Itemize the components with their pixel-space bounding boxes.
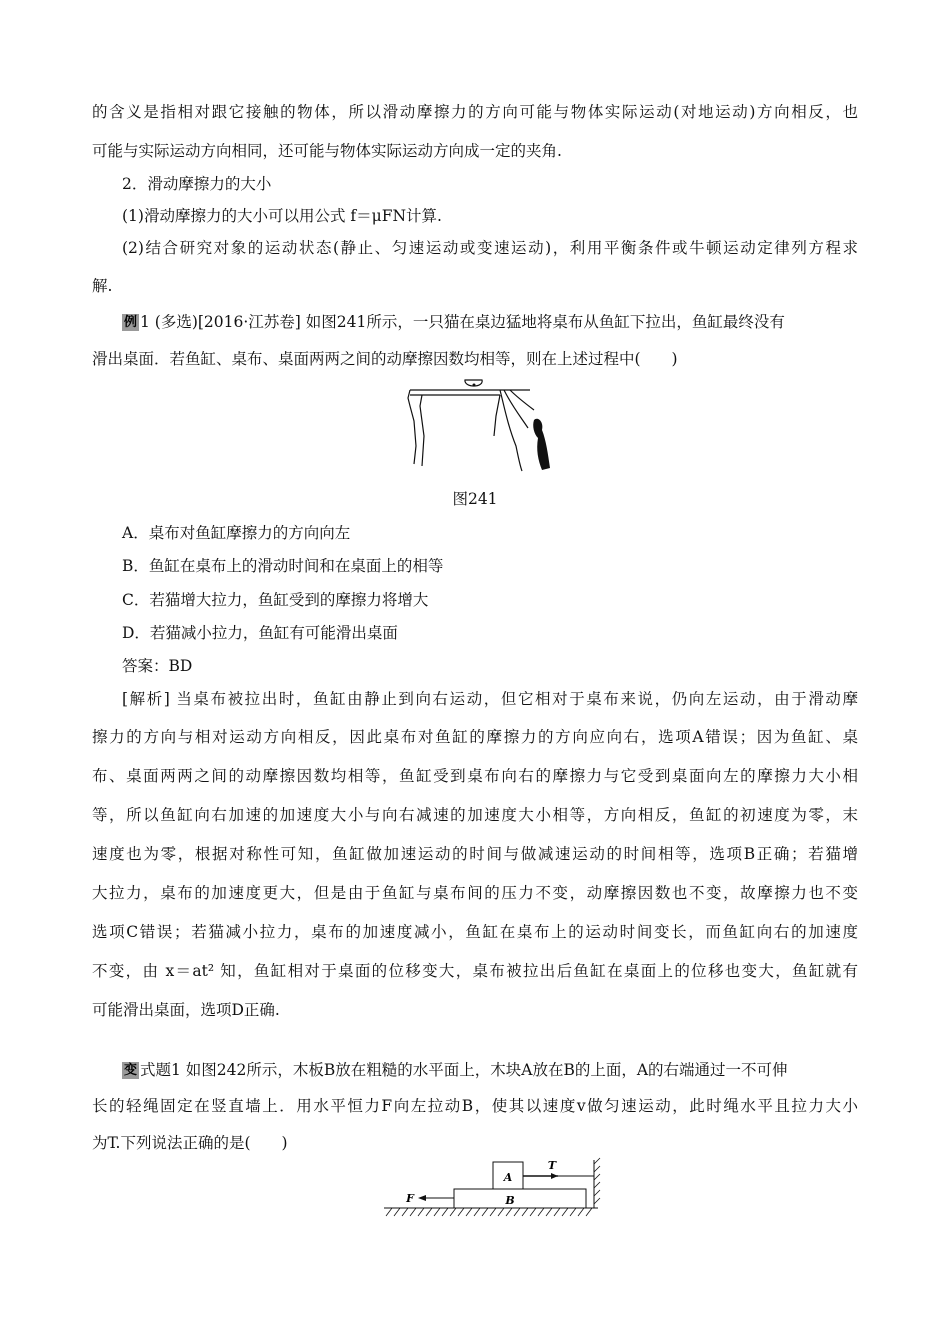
analysis-line-1: [解析] 当桌布被拉出时，鱼缸由静止到向右运动，但它相对于桌布来说，仍向左运动，由于滑动摩 [122,690,858,708]
section-item-1: (1)滑动摩擦力的大小可以用公式 f＝μFN计算. [122,207,442,225]
section-heading: 2．滑动摩擦力的大小 [122,175,272,193]
example-1-line-1 [122,311,858,333]
block-board-figure [380,1152,602,1226]
label-t: T [547,1159,557,1172]
variant-1-line-2: 长的轻绳固定在竖直墙上．用水平恒力F向左拉动B，使其以速度v做匀速运动，此时绳水平且拉力大小 [92,1097,858,1115]
variant-1-text: 式题1 如图242所示，木板B放在粗糙的水平面上，木块A放在B的上面，A的右端通过一不可伸 [140,1061,788,1079]
example-1-text: 1 (多选)[2016·江苏卷] 如图241所示，一只猫在桌边猛地将桌布从鱼缸下拉出，鱼缸最终没有 [140,313,785,331]
example-tag: 例 [123,315,137,330]
variant-1-line-3: 为T.下列说法正确的是( ) [92,1134,288,1152]
label-f: F [406,1192,414,1205]
label-a: A [503,1171,513,1184]
option-b: B．鱼缸在桌布上的滑动时间和在桌面上的相等 [122,557,444,575]
example-1-line-2: 滑出桌面．若鱼缸、桌布、桌面两两之间的动摩擦因数均相等，则在上述过程中( ) [92,350,678,368]
intro-line-2: 可能与实际运动方向相同，还可能与物体实际运动方向成一定的夹角. [92,142,562,160]
section-item-2-line-2: 解. [92,277,113,295]
section-item-2-line-1: (2)结合研究对象的运动状态(静止、匀速运动或变速运动)，利用平衡条件或牛顿运动定律列方程求 [122,239,858,257]
analysis-line-4: 等，所以鱼缸向右加速的加速度大小与向右减速的加速度大小相等，方向相反，鱼缸的初速度为零，末 [92,806,858,824]
analysis-line-8: 不变，由 x＝at² 知，鱼缸相对于桌面的位移变大，桌布被拉出后鱼缸在桌面上的位移也变大，鱼缸就有 [92,962,858,980]
variant-tag: 变 [123,1063,137,1078]
answer: 答案：BD [122,657,193,675]
option-a: A．桌布对鱼缸摩擦力的方向向左 [122,524,351,542]
analysis-line-9: 可能滑出桌面，选项D正确. [92,1001,280,1019]
analysis-line-6: 大拉力，桌布的加速度更大，但是由于鱼缸与桌布间的压力不变，动摩擦因数也不变，故摩擦力也不变 [92,884,858,902]
label-b: B [505,1194,515,1207]
option-c: C．若猫增大拉力，鱼缸受到的摩擦力将增大 [122,591,429,609]
analysis-line-3: 布、桌面两两之间的动摩擦因数均相等，鱼缸受到桌布向右的摩擦力与它受到桌面向左的摩擦力大小相 [92,767,858,785]
cat-table-figure [400,376,570,476]
analysis-line-5: 速度也为零，根据对称性可知，鱼缸做加速运动的时间与做减速运动的时间相等，选项B正确；若猫增 [92,845,858,863]
analysis-line-7: 选项C错误；若猫减小拉力，桌布的加速度减小，鱼缸在桌布上的运动时间变长，而鱼缸向右的加速度 [92,923,858,941]
figure-caption-241: 图241 [452,490,498,508]
intro-line-1: 的含义是指相对跟它接触的物体，所以滑动摩擦力的方向可能与物体实际运动(对地运动)方向相反，也 [92,103,858,121]
analysis-line-2: 擦力的方向与相对运动方向相反，因此桌布对鱼缸的摩擦力的方向应向右，选项A错误；因为鱼缸、桌 [92,728,858,746]
option-d: D．若猫减小拉力，鱼缸有可能滑出桌面 [122,624,398,642]
variant-1-line-1 [122,1059,858,1081]
